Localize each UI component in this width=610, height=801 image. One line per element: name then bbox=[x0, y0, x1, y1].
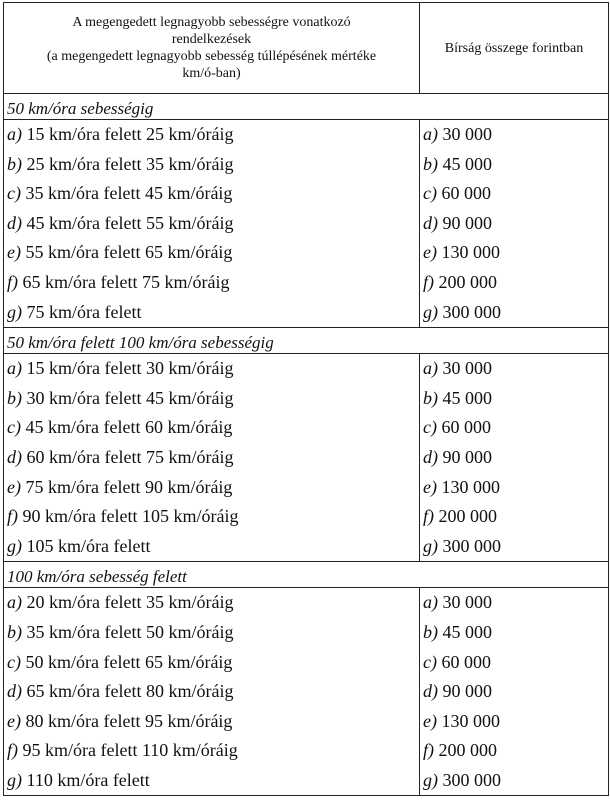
range-text: 90 km/óra felett 105 km/óráig bbox=[22, 506, 239, 527]
table-header-row bbox=[4, 3, 609, 94]
item-letter: b) bbox=[7, 153, 22, 174]
range-text: 65 km/óra felett 75 km/óráig bbox=[22, 271, 230, 292]
fine-item bbox=[420, 209, 608, 239]
range-item bbox=[4, 588, 419, 618]
item-letter: c) bbox=[7, 183, 21, 204]
fine-value: 90 000 bbox=[442, 212, 492, 233]
item-letter: c) bbox=[423, 417, 437, 438]
header-left-line: km/ó-ban) bbox=[182, 66, 241, 81]
item-letter: a) bbox=[7, 592, 22, 613]
range-text: 60 km/óra felett 75 km/óráig bbox=[26, 446, 234, 467]
fine-column bbox=[420, 120, 609, 328]
item-letter: e) bbox=[7, 242, 21, 263]
range-text: 105 km/óra felett bbox=[26, 535, 151, 556]
range-text: 55 km/óra felett 65 km/óráig bbox=[25, 242, 233, 263]
fine-value: 130 000 bbox=[441, 710, 500, 731]
item-letter: f) bbox=[423, 271, 434, 292]
range-text: 45 km/óra felett 55 km/óráig bbox=[26, 212, 234, 233]
item-letter: e) bbox=[423, 476, 437, 497]
item-letter: g) bbox=[423, 535, 438, 556]
range-text: 80 km/óra felett 95 km/óráig bbox=[25, 710, 233, 731]
item-letter: g) bbox=[7, 535, 22, 556]
item-letter: e) bbox=[7, 476, 21, 497]
range-text: 30 km/óra felett 45 km/óráig bbox=[26, 387, 234, 408]
item-letter: c) bbox=[423, 651, 437, 672]
item-letter: b) bbox=[423, 153, 438, 174]
range-column bbox=[4, 120, 420, 328]
fine-value: 30 000 bbox=[442, 124, 492, 144]
fine-column bbox=[420, 354, 609, 562]
range-text: 65 km/óra felett 80 km/óráig bbox=[26, 681, 234, 702]
range-item bbox=[4, 502, 419, 532]
fine-value: 90 000 bbox=[442, 681, 492, 702]
range-item bbox=[4, 268, 419, 298]
item-letter: f) bbox=[423, 506, 434, 527]
item-letter: b) bbox=[7, 621, 22, 642]
fine-value: 60 000 bbox=[441, 417, 491, 438]
item-letter: e) bbox=[423, 710, 437, 731]
range-item bbox=[4, 736, 419, 766]
section-header-row bbox=[4, 562, 609, 588]
range-column bbox=[4, 588, 420, 796]
fine-value: 45 000 bbox=[442, 387, 492, 408]
fine-item bbox=[420, 618, 608, 648]
item-letter: e) bbox=[423, 242, 437, 263]
range-item bbox=[4, 413, 419, 443]
section-title: 100 km/óra sebesség felett bbox=[4, 562, 609, 588]
fine-value: 200 000 bbox=[438, 740, 497, 761]
header-left-line: (a megengedett legnagyobb sebesség túllépésének mértéke bbox=[46, 49, 377, 64]
item-letter: a) bbox=[7, 358, 22, 379]
header-fine-amount: Bírság összege forintban bbox=[420, 3, 609, 94]
range-item bbox=[4, 443, 419, 473]
header-left-line: A megengedett legnagyobb sebességre vonatkozó bbox=[72, 15, 351, 30]
header-left-line: rendelkezések bbox=[171, 32, 252, 47]
fine-item bbox=[420, 354, 608, 384]
range-item bbox=[4, 532, 419, 562]
fine-item bbox=[420, 473, 608, 503]
fine-item bbox=[420, 179, 608, 209]
fine-value: 45 000 bbox=[442, 621, 492, 642]
range-item bbox=[4, 298, 419, 328]
item-letter: f) bbox=[423, 740, 434, 761]
item-letter: c) bbox=[7, 417, 21, 438]
fine-column bbox=[420, 588, 609, 796]
fine-item bbox=[420, 707, 608, 737]
range-item bbox=[4, 707, 419, 737]
range-text: 35 km/óra felett 50 km/óráig bbox=[26, 621, 234, 642]
item-letter: c) bbox=[423, 183, 437, 204]
fine-item bbox=[420, 532, 608, 562]
range-text: 45 km/óra felett 60 km/óráig bbox=[25, 417, 233, 438]
section-header-row bbox=[4, 94, 609, 120]
range-item bbox=[4, 648, 419, 678]
range-item bbox=[4, 677, 419, 707]
range-item bbox=[4, 120, 419, 150]
range-item bbox=[4, 473, 419, 503]
fine-item bbox=[420, 677, 608, 707]
range-item bbox=[4, 209, 419, 239]
item-letter: b) bbox=[7, 387, 22, 408]
section-header-row bbox=[4, 328, 609, 354]
item-letter: a) bbox=[423, 358, 438, 379]
range-item bbox=[4, 766, 419, 796]
item-letter: d) bbox=[7, 681, 22, 702]
item-letter: f) bbox=[7, 506, 18, 527]
fine-item bbox=[420, 413, 608, 443]
fine-value: 30 000 bbox=[442, 592, 492, 613]
section-rows bbox=[4, 354, 609, 562]
fine-value: 300 000 bbox=[442, 769, 501, 790]
item-letter: g) bbox=[423, 301, 438, 322]
range-text: 50 km/óra felett 65 km/óráig bbox=[25, 651, 233, 672]
section-title: 50 km/óra sebességig bbox=[4, 94, 609, 120]
fine-value: 200 000 bbox=[438, 506, 497, 527]
range-item bbox=[4, 238, 419, 268]
range-text: 95 km/óra felett 110 km/óráig bbox=[22, 740, 238, 761]
section-rows bbox=[4, 120, 609, 328]
range-column bbox=[4, 354, 420, 562]
fine-item bbox=[420, 766, 608, 796]
item-letter: a) bbox=[423, 592, 438, 613]
fine-value: 300 000 bbox=[442, 301, 501, 322]
fine-value: 130 000 bbox=[441, 476, 500, 497]
fine-item bbox=[420, 120, 608, 150]
fine-item bbox=[420, 268, 608, 298]
range-item bbox=[4, 179, 419, 209]
item-letter: e) bbox=[7, 710, 21, 731]
fine-item bbox=[420, 238, 608, 268]
fine-item bbox=[420, 150, 608, 180]
fine-value: 300 000 bbox=[442, 535, 501, 556]
item-letter: d) bbox=[423, 212, 438, 233]
fine-item bbox=[420, 298, 608, 328]
item-letter: a) bbox=[7, 124, 22, 144]
item-letter: c) bbox=[7, 651, 21, 672]
fine-value: 130 000 bbox=[441, 242, 500, 263]
item-letter: d) bbox=[423, 681, 438, 702]
range-text: 35 km/óra felett 45 km/óráig bbox=[25, 183, 233, 204]
range-item bbox=[4, 354, 419, 384]
section-rows bbox=[4, 588, 609, 796]
item-letter: g) bbox=[7, 301, 22, 322]
item-letter: d) bbox=[423, 446, 438, 467]
item-letter: f) bbox=[7, 740, 18, 761]
header-speed-provisions bbox=[4, 3, 420, 94]
range-text: 75 km/óra felett 90 km/óráig bbox=[25, 476, 233, 497]
fine-item bbox=[420, 736, 608, 766]
range-item bbox=[4, 150, 419, 180]
item-letter: g) bbox=[423, 769, 438, 790]
fine-item bbox=[420, 502, 608, 532]
item-letter: d) bbox=[7, 446, 22, 467]
fine-item bbox=[420, 443, 608, 473]
fine-value: 90 000 bbox=[442, 446, 492, 467]
range-text: 75 km/óra felett bbox=[26, 301, 142, 322]
fine-item bbox=[420, 384, 608, 414]
item-letter: a) bbox=[423, 124, 438, 144]
fine-item bbox=[420, 588, 608, 618]
range-text: 25 km/óra felett 35 km/óráig bbox=[26, 153, 234, 174]
range-text: 15 km/óra felett 25 km/óráig bbox=[26, 124, 234, 144]
range-text: 20 km/óra felett 35 km/óráig bbox=[26, 592, 234, 613]
fine-value: 60 000 bbox=[441, 183, 491, 204]
fine-item bbox=[420, 648, 608, 678]
fine-value: 200 000 bbox=[438, 271, 497, 292]
item-letter: g) bbox=[7, 769, 22, 790]
item-letter: d) bbox=[7, 212, 22, 233]
fine-value: 45 000 bbox=[442, 153, 492, 174]
fine-value: 30 000 bbox=[442, 358, 492, 379]
item-letter: b) bbox=[423, 387, 438, 408]
range-item bbox=[4, 618, 419, 648]
fine-table bbox=[3, 2, 609, 796]
fine-value: 60 000 bbox=[441, 651, 491, 672]
section-title: 50 km/óra felett 100 km/óra sebességig bbox=[4, 328, 609, 354]
range-item bbox=[4, 384, 419, 414]
item-letter: b) bbox=[423, 621, 438, 642]
range-text: 15 km/óra felett 30 km/óráig bbox=[26, 358, 234, 379]
item-letter: f) bbox=[7, 271, 18, 292]
range-text: 110 km/óra felett bbox=[26, 769, 150, 790]
